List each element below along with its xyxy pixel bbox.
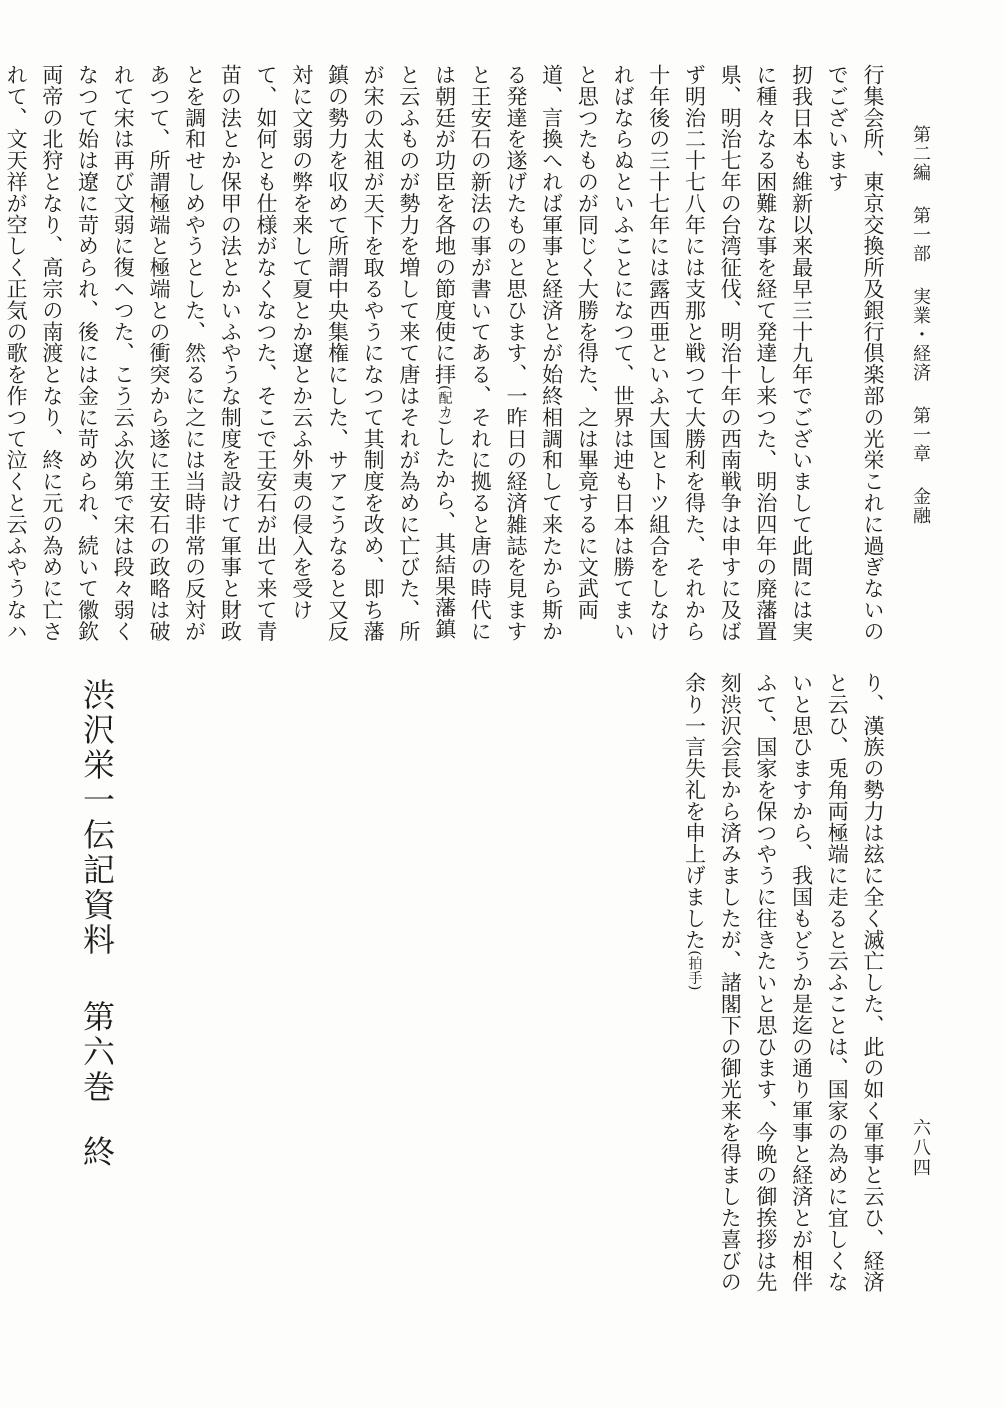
header-division: 第一部 bbox=[910, 206, 931, 263]
lower-body-text bbox=[600, 672, 890, 1312]
editorial-note: (配カ) bbox=[436, 385, 453, 426]
volume-colophon bbox=[76, 678, 118, 1170]
paragraph-2-start: 扨我日本も維新以来最早三十九年でございまして此間には実に種々なる困難な事を経て発達し来つた、明治四年の廃藩置県、明治七年の台湾征伐、明治十年の西南戦争は申すに及ばず明治二十七八年には支那と戦つて大勝利を得た、それから十年後の三十七年には露西亜といふ大国とトツ組合をしなければならぬといふことになつて、世界は迚も日本は勝てまいと思つたものが同じく大勝を得た、之は畢竟するに文武両道、言換へれば軍事と経済とが始終相調和して来たから斯かる発達を遂げたものと思ひます、一昨日の経済雑誌を見ますと王安石の新法の事が書いてある、それに拠ると唐の時代には朝廷が功臣を各地の節度使に拝 bbox=[432, 64, 814, 642]
paragraph-2 bbox=[0, 64, 819, 660]
paragraph-continuation bbox=[676, 672, 890, 1312]
paragraph-2-rest: したから、其結果藩鎮と云ふものが勢力を増して来て唐はそれが為めに亡びた、所が宋の太祖が天下を取るやうになつて其制度を改め、即ち藩鎮の勢力を収めて所謂中央集権にした、サアこうなると又反対に文弱の弊を来して夏とか遼とか云ふ外夷の侵入を受けて、如何とも仕様がなくなつた、そこで王安石が出て来て青苗の法とか保甲の法とかいふやうな制度を設けて軍事と財政とを調和せしめやうとした、然るに之には当時非常の反対があつて、所謂極端と極端との衝突から遂に王安石の政略は破れて宋は再び文弱に復へつた、こう云ふ次第で宋は段々弱くなつて始は遼に苛められ、後には金に苛められ、続いて徽欽両帝の北狩となり、高宗の南渡となり、終に元の為めに亡されて、文天祥が空しく正気の歌を作つて泣くと云ふやうなハ bbox=[4, 64, 457, 642]
header-topic: 金融 bbox=[910, 487, 931, 525]
upper-body-text bbox=[4, 64, 890, 660]
series-title: 渋沢栄一伝記資料 bbox=[78, 678, 116, 958]
end-mark: 終 bbox=[78, 1135, 116, 1170]
volume-label: 第六巻 bbox=[78, 1000, 116, 1105]
header-chapter: 第一章 bbox=[910, 406, 931, 463]
paragraph-1: 行集会所、東京交換所及銀行倶楽部の光栄これに過ぎないのでございます bbox=[825, 64, 885, 642]
page-number: 六八四 bbox=[910, 1118, 931, 1178]
header-part: 第二編 bbox=[910, 125, 931, 182]
continuation-text: り、漢族の勢力は玆に全く滅亡した、此の如く軍事と云ひ、経済と云ひ、兎角両極端に走ると云ふことは、国家の為めに宜しくないと思ひますから、我国もどうか是迄の通り軍事と経済とが相伴ふて、国家を保つやうに往きたいと思ひます、今晩の御挨拶は先刻渋沢会長から済みましたが、諸閣下の御光来を得ました喜びの余り一言失礼を申上げました bbox=[682, 672, 885, 1293]
header-section: 実業・経済 bbox=[910, 287, 931, 382]
running-header bbox=[908, 125, 932, 525]
applause-note: (拍手) bbox=[686, 950, 703, 991]
